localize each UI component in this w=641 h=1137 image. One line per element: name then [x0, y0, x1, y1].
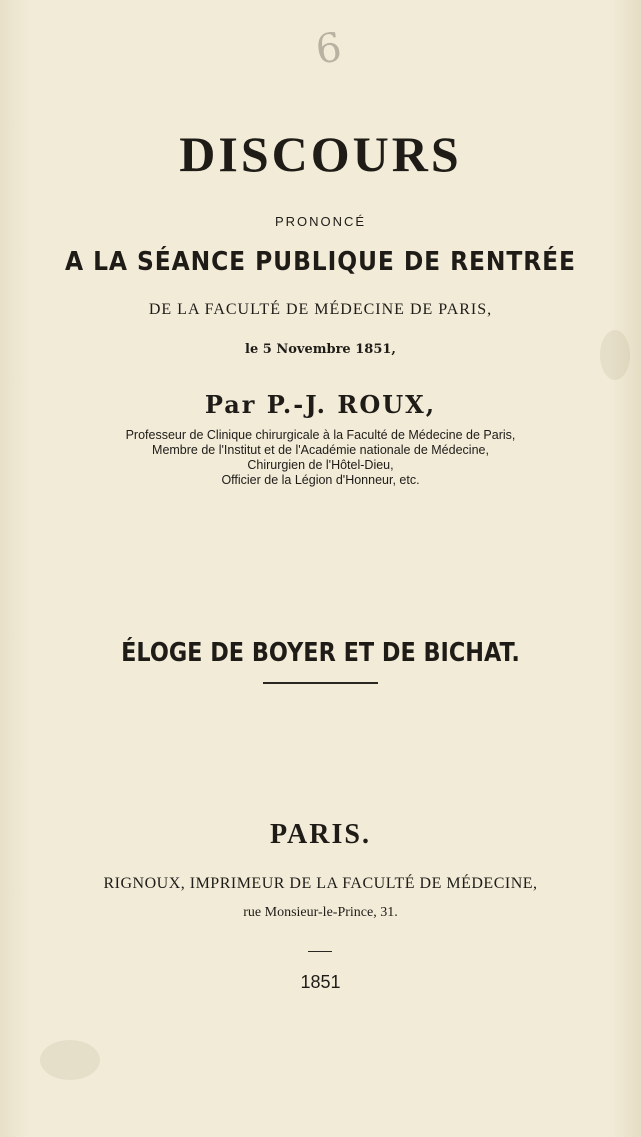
occasion-heading: A LA SÉANCE PUBLIQUE DE RENTRÉE — [65, 247, 576, 277]
printer-line: RIGNOUX, IMPRIMEUR DE LA FACULTÉ DE MÉDECINE, — [103, 875, 538, 892]
author-title-line: Membre de l'Institut et de l'Académie nationale de Médecine, — [152, 443, 489, 457]
author-title-line: Professeur de Clinique chirurgicale à la Faculté de Médecine de Paris, — [125, 428, 516, 442]
pencil-mark: 6 — [312, 24, 345, 74]
title: DISCOURS — [179, 126, 462, 182]
eloge-heading: ÉLOGE DE BOYER ET DE BICHAT. — [121, 638, 520, 668]
subtitle: PRONONCÉ — [274, 214, 367, 229]
author-title-line: Chirurgien de l'Hôtel-Dieu, — [247, 458, 394, 472]
author-line: Par P.-J. ROUX, — [204, 390, 437, 419]
short-divider — [308, 951, 332, 952]
author-titles — [0, 428, 641, 488]
year: 1851 — [300, 972, 341, 992]
divider-rule — [263, 682, 378, 684]
paper-stain — [40, 1040, 100, 1080]
author-title-line: Officier de la Légion d'Honneur, etc. — [221, 473, 420, 487]
faculty-line: DE LA FACULTÉ DE MÉDECINE DE PARIS, — [148, 301, 493, 318]
address-line: rue Monsieur-le-Prince, 31. — [243, 905, 398, 920]
city: PARIS. — [270, 819, 371, 850]
date-line: le 5 Novembre 1851, — [245, 342, 396, 357]
